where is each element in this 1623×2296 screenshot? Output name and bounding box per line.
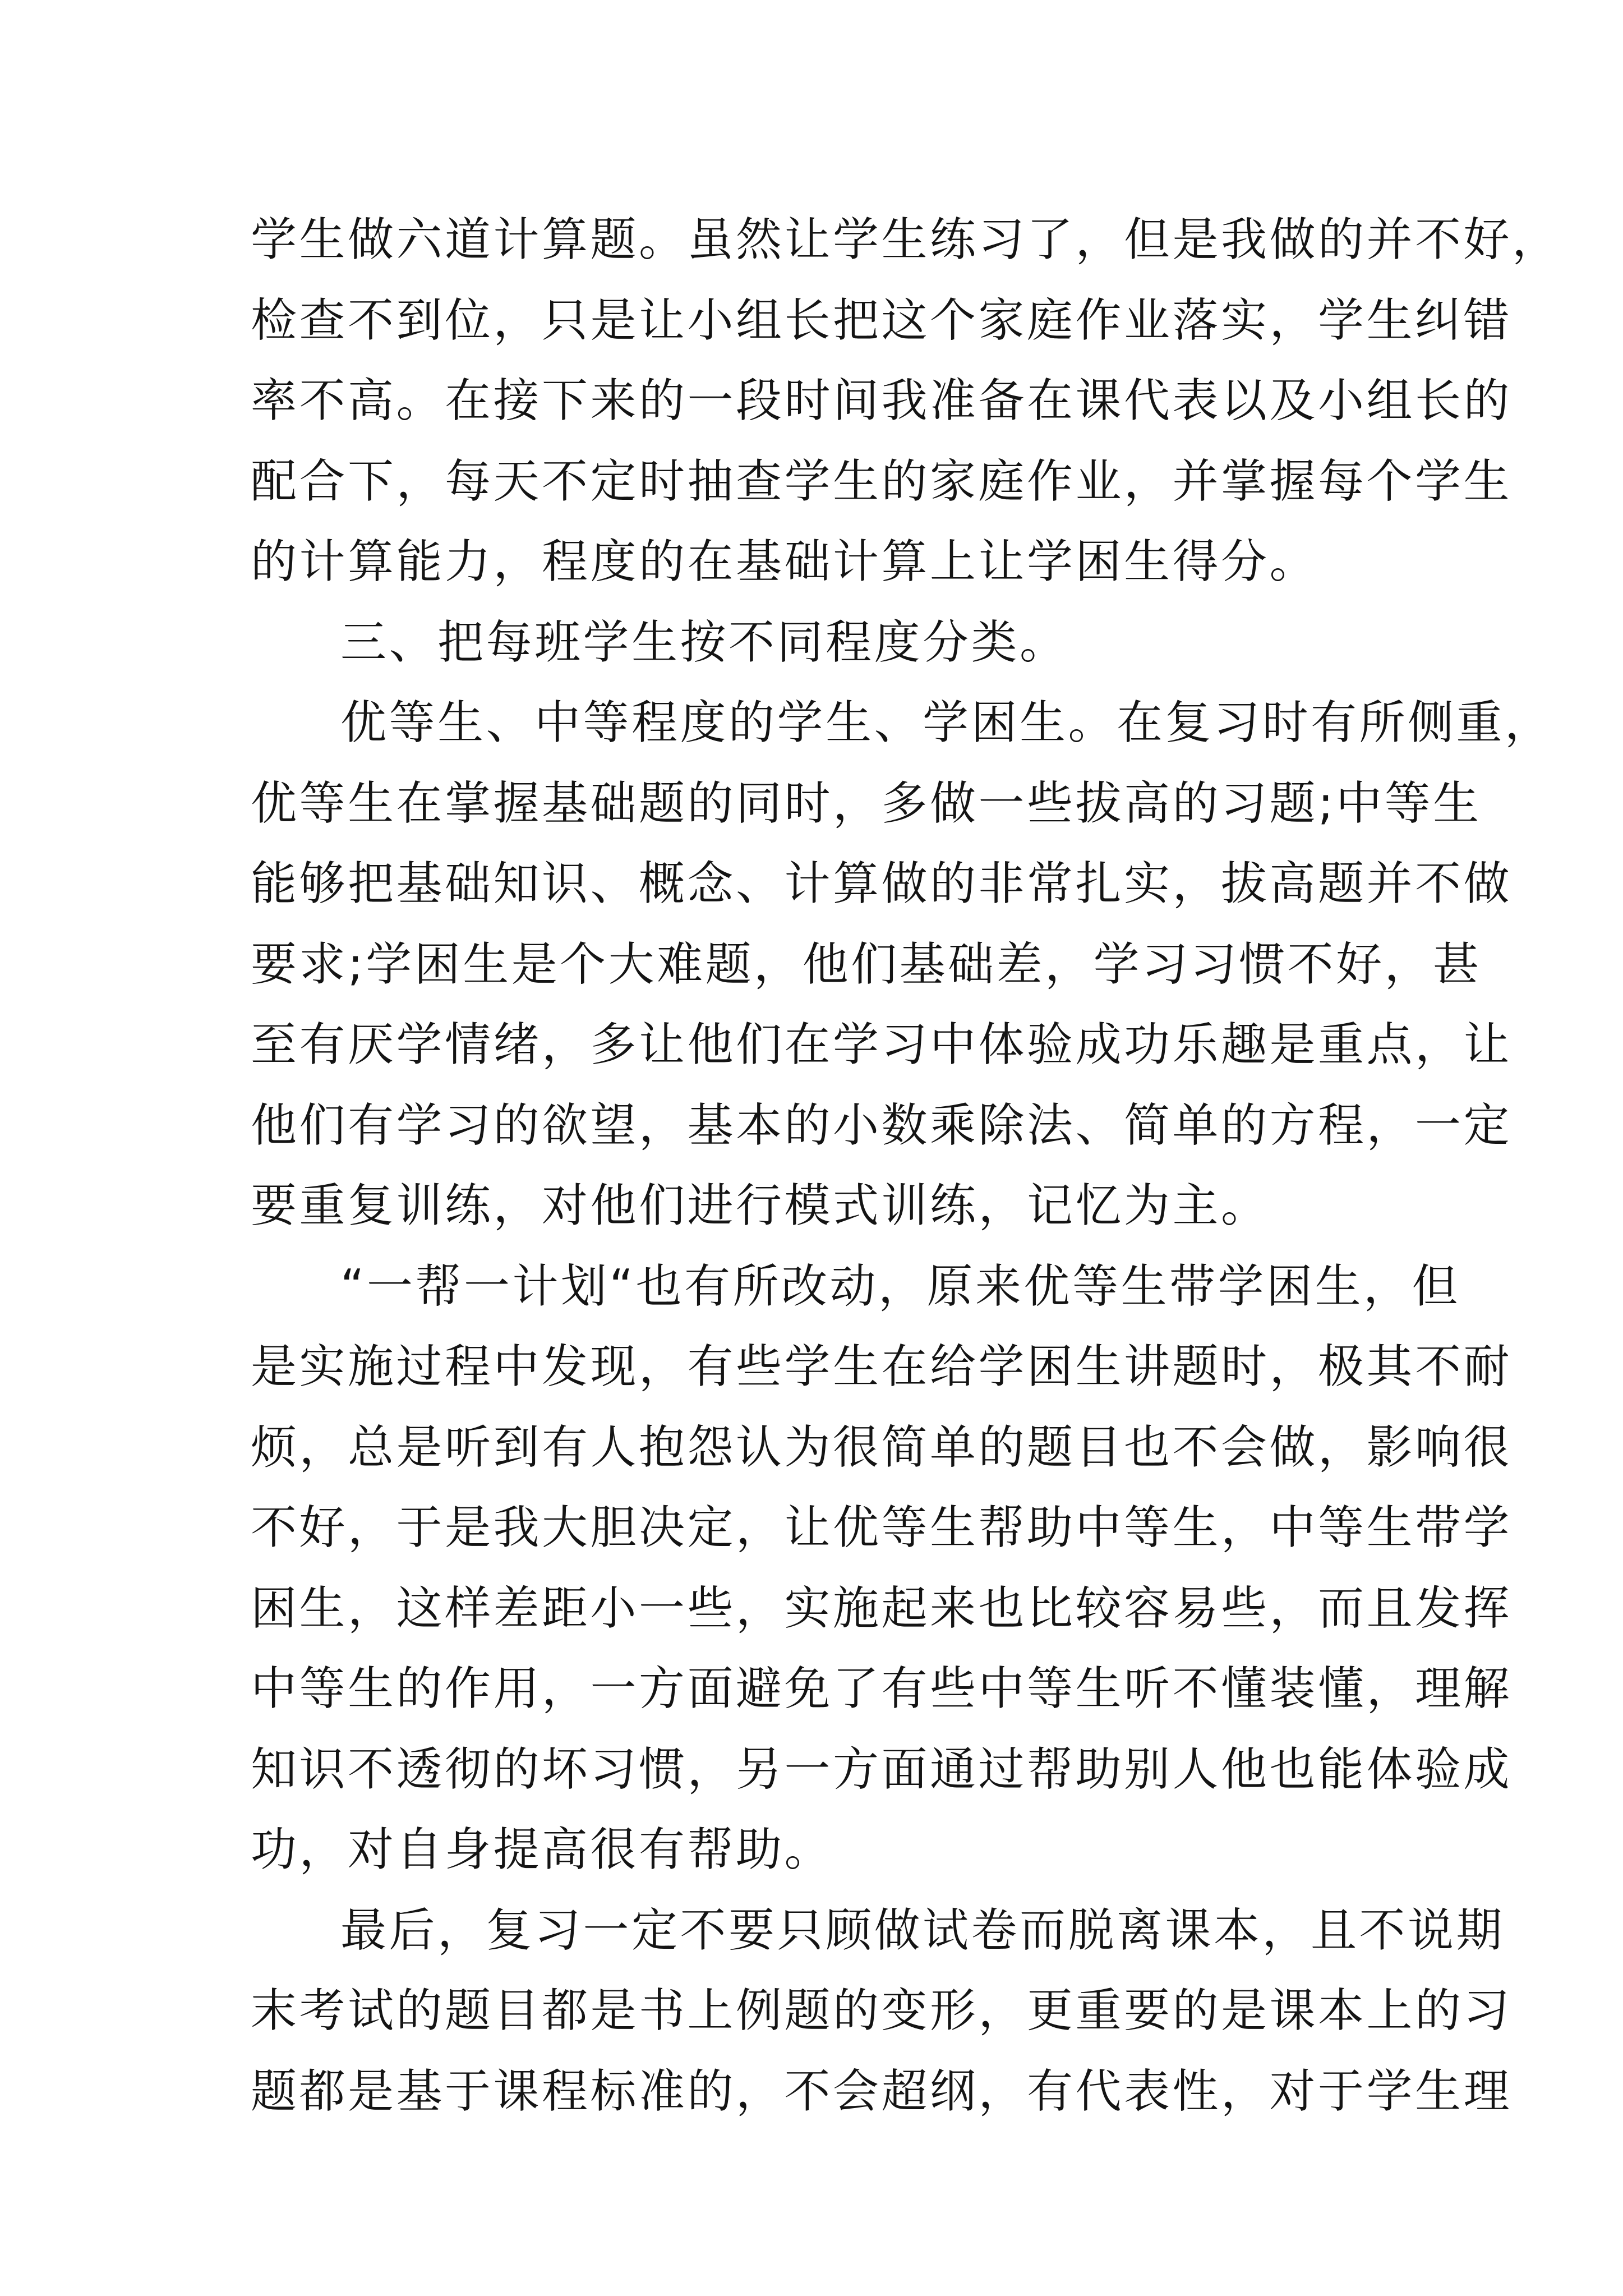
text-line: 能够把基础知识、概念、计算做的非常扎实，拔高题并不做 [251, 857, 1513, 910]
text-line: 优等生、中等程度的学生、学困生。在复习时有所侧重， [340, 696, 1553, 749]
text-line: 最后，复习一定不要只顾做试卷而脱离课本，且不说期 [340, 1903, 1505, 1957]
text-line: 烦，总是听到有人抱怨认为很简单的题目也不会做，影响很 [251, 1420, 1513, 1474]
text-line: 要求;学困生是个大难题，他们基础差，学习习惯不好，甚 [251, 937, 1482, 991]
text-line: 知识不透彻的坏习惯，另一方面通过帮助别人他也能体验成 [251, 1742, 1513, 1796]
text-line: 困生，这样差距小一些，实施起来也比较容易些，而且发挥 [251, 1581, 1513, 1635]
text-line: “一帮一计划“也有所改动，原来优等生带学困生，但 [340, 1259, 1460, 1313]
text-line: 中等生的作用，一方面避免了有些中等生听不懂装懂，理解 [251, 1662, 1513, 1715]
text-line: 至有厌学情绪，多让他们在学习中体验成功乐趣是重点，让 [251, 1018, 1513, 1071]
text-line: 末考试的题目都是书上例题的变形，更重要的是课本上的习 [251, 1984, 1513, 2037]
text-line: 的计算能力，程度的在基础计算上让学困生得分。 [251, 535, 1318, 588]
text-line: 优等生在掌握基础题的同时，多做一些拔高的习题;中等生 [251, 776, 1482, 830]
body-text [251, 200, 1561, 2132]
text-line: 率不高。在接下来的一段时间我准备在课代表以及小组长的 [251, 374, 1513, 427]
text-line: 他们有学习的欲望，基本的小数乘除法、简单的方程，一定 [251, 1098, 1513, 1152]
text-line: 配合下，每天不定时抽查学生的家庭作业，并掌握每个学生 [251, 454, 1513, 508]
text-line: 题都是基于课程标准的，不会超纲，有代表性，对于学生理 [251, 2064, 1513, 2118]
text-line: 要重复训练，对他们进行模式训练，记忆为主。 [251, 1179, 1270, 1232]
text-line: 是实施过程中发现，有些学生在给学困生讲题时，极其不耐 [251, 1340, 1513, 1393]
text-line: 不好，于是我大胆决定，让优等生帮助中等生，中等生带学 [251, 1501, 1513, 1554]
section-heading: 三、把每班学生按不同程度分类。 [340, 615, 1068, 669]
text-line: 功，对自身提高很有帮助。 [251, 1823, 833, 1876]
text-line: 学生做六道计算题。虽然让学生练习了，但是我做的并不好， [251, 213, 1561, 266]
text-line: 检查不到位，只是让小组长把这个家庭作业落实，学生纠错 [251, 293, 1513, 347]
